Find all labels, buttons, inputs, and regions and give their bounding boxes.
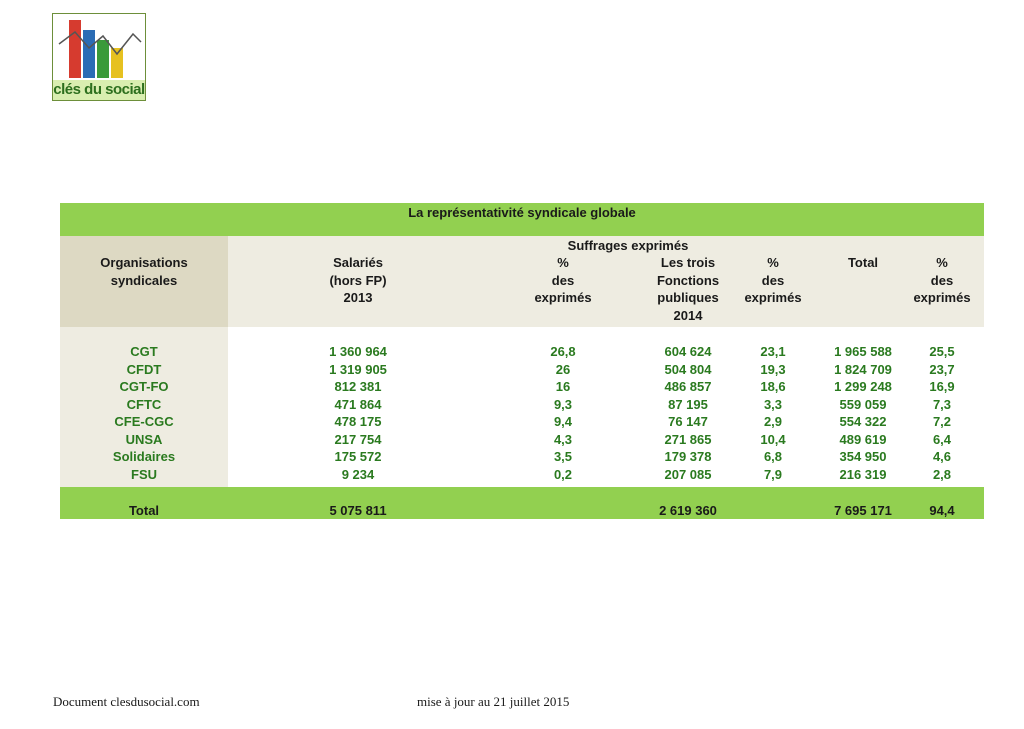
cell-pct3: 25,5 [929, 344, 955, 359]
cell-total: 216 319 [839, 466, 887, 482]
cell-salaries: 217 754 [334, 431, 382, 447]
cell-total: 1 965 588 [834, 344, 892, 359]
org-header-label: Organisations syndicales [100, 255, 188, 288]
cell-org: CGT-FO [119, 379, 169, 394]
table-header [60, 236, 984, 327]
cell-fp: 486 857 [664, 379, 712, 394]
table-row [60, 431, 984, 449]
cell-total: 1 299 248 [834, 379, 892, 394]
cell-fp: 207 085 [664, 466, 712, 482]
cell-fp: 504 804 [664, 361, 712, 377]
cell-salaries: 471 864 [334, 396, 382, 412]
footer-source: Document clesdusocial.com [53, 694, 200, 709]
salaries-header: Salariés (hors FP) 2013 [329, 255, 387, 305]
cell-org: CFDT [126, 361, 162, 377]
total-fp: 2 619 360 [659, 503, 717, 518]
table-row [60, 448, 984, 466]
total-total: 7 695 171 [834, 503, 892, 518]
cell-pct2: 10,4 [760, 431, 786, 447]
cell-salaries: 812 381 [334, 379, 382, 394]
footer-update-date: mise à jour au 21 juillet 2015 [417, 694, 570, 709]
table-row [60, 378, 984, 396]
cell-fp: 87 195 [668, 396, 708, 412]
table-title: La représentativité syndicale globale [60, 203, 984, 236]
table-body [60, 327, 984, 487]
cell-org: Solidaires [112, 449, 176, 464]
cell-pct2: 2,9 [763, 414, 783, 429]
logo [52, 13, 146, 101]
cell-total: 489 619 [839, 431, 887, 447]
cell-salaries: 9 234 [341, 466, 375, 482]
cell-pct2: 6,8 [763, 449, 783, 464]
cell-pct3: 6,4 [932, 431, 952, 447]
cell-pct3: 2,8 [932, 466, 952, 482]
cell-pct1: 9,4 [553, 414, 573, 429]
cell-total: 559 059 [839, 396, 887, 412]
representativeness-table [60, 203, 984, 519]
table-row [60, 396, 984, 414]
cell-pct3: 4,6 [932, 449, 952, 464]
cell-fp: 604 624 [664, 344, 712, 359]
cell-pct3: 23,7 [929, 361, 955, 377]
cell-salaries: 1 360 964 [329, 344, 387, 359]
cell-fp: 179 378 [664, 449, 712, 464]
cell-pct3: 7,2 [932, 414, 952, 429]
cell-pct2: 3,3 [763, 396, 783, 412]
pct2-header: % des exprimés [744, 255, 802, 305]
cell-org: CFTC [126, 396, 162, 412]
table-row [60, 361, 984, 379]
cell-pct1: 26,8 [550, 344, 576, 359]
total-header: Total [847, 255, 879, 270]
cell-total: 354 950 [839, 449, 887, 464]
cell-org: FSU [131, 466, 157, 482]
table-row [60, 466, 984, 484]
cell-salaries: 1 319 905 [329, 361, 387, 377]
cell-pct1: 3,5 [553, 449, 573, 464]
logo-text: clés du social [53, 81, 145, 98]
cell-pct1: 0,2 [553, 466, 573, 482]
cell-fp: 271 865 [664, 431, 712, 447]
cell-org: CFE-CGC [114, 414, 174, 429]
cell-pct3: 7,3 [932, 396, 952, 412]
bar-chart-logo-icon [53, 14, 145, 80]
cell-pct2: 18,6 [760, 379, 786, 394]
cell-pct2: 7,9 [763, 466, 783, 482]
cell-total: 1 824 709 [834, 361, 892, 377]
fp-header: Les trois Fonctions publiques 2014 [656, 255, 720, 323]
cell-total: 554 322 [839, 414, 887, 429]
total-row [60, 487, 984, 519]
cell-pct1: 16 [555, 379, 571, 394]
group-header-label: Suffrages exprimés [567, 238, 689, 253]
total-pct: 94,4 [929, 503, 955, 518]
cell-salaries: 175 572 [334, 449, 382, 464]
total-salaries: 5 075 811 [329, 503, 387, 518]
cell-pct3: 16,9 [929, 379, 955, 394]
cell-pct2: 19,3 [760, 361, 786, 377]
cell-fp: 76 147 [668, 414, 708, 429]
cell-pct1: 4,3 [553, 431, 573, 447]
cell-salaries: 478 175 [334, 414, 382, 429]
pct1-header: % des exprimés [534, 255, 592, 305]
total-label: Total [128, 503, 160, 518]
cell-pct1: 9,3 [553, 396, 573, 412]
table-row [60, 413, 984, 431]
cell-org: CGT [130, 344, 158, 359]
cell-pct2: 23,1 [760, 344, 786, 359]
cell-pct1: 26 [555, 361, 571, 377]
cell-org: UNSA [125, 431, 163, 447]
table-row [60, 343, 984, 361]
pct3-header: % des exprimés [913, 255, 971, 305]
